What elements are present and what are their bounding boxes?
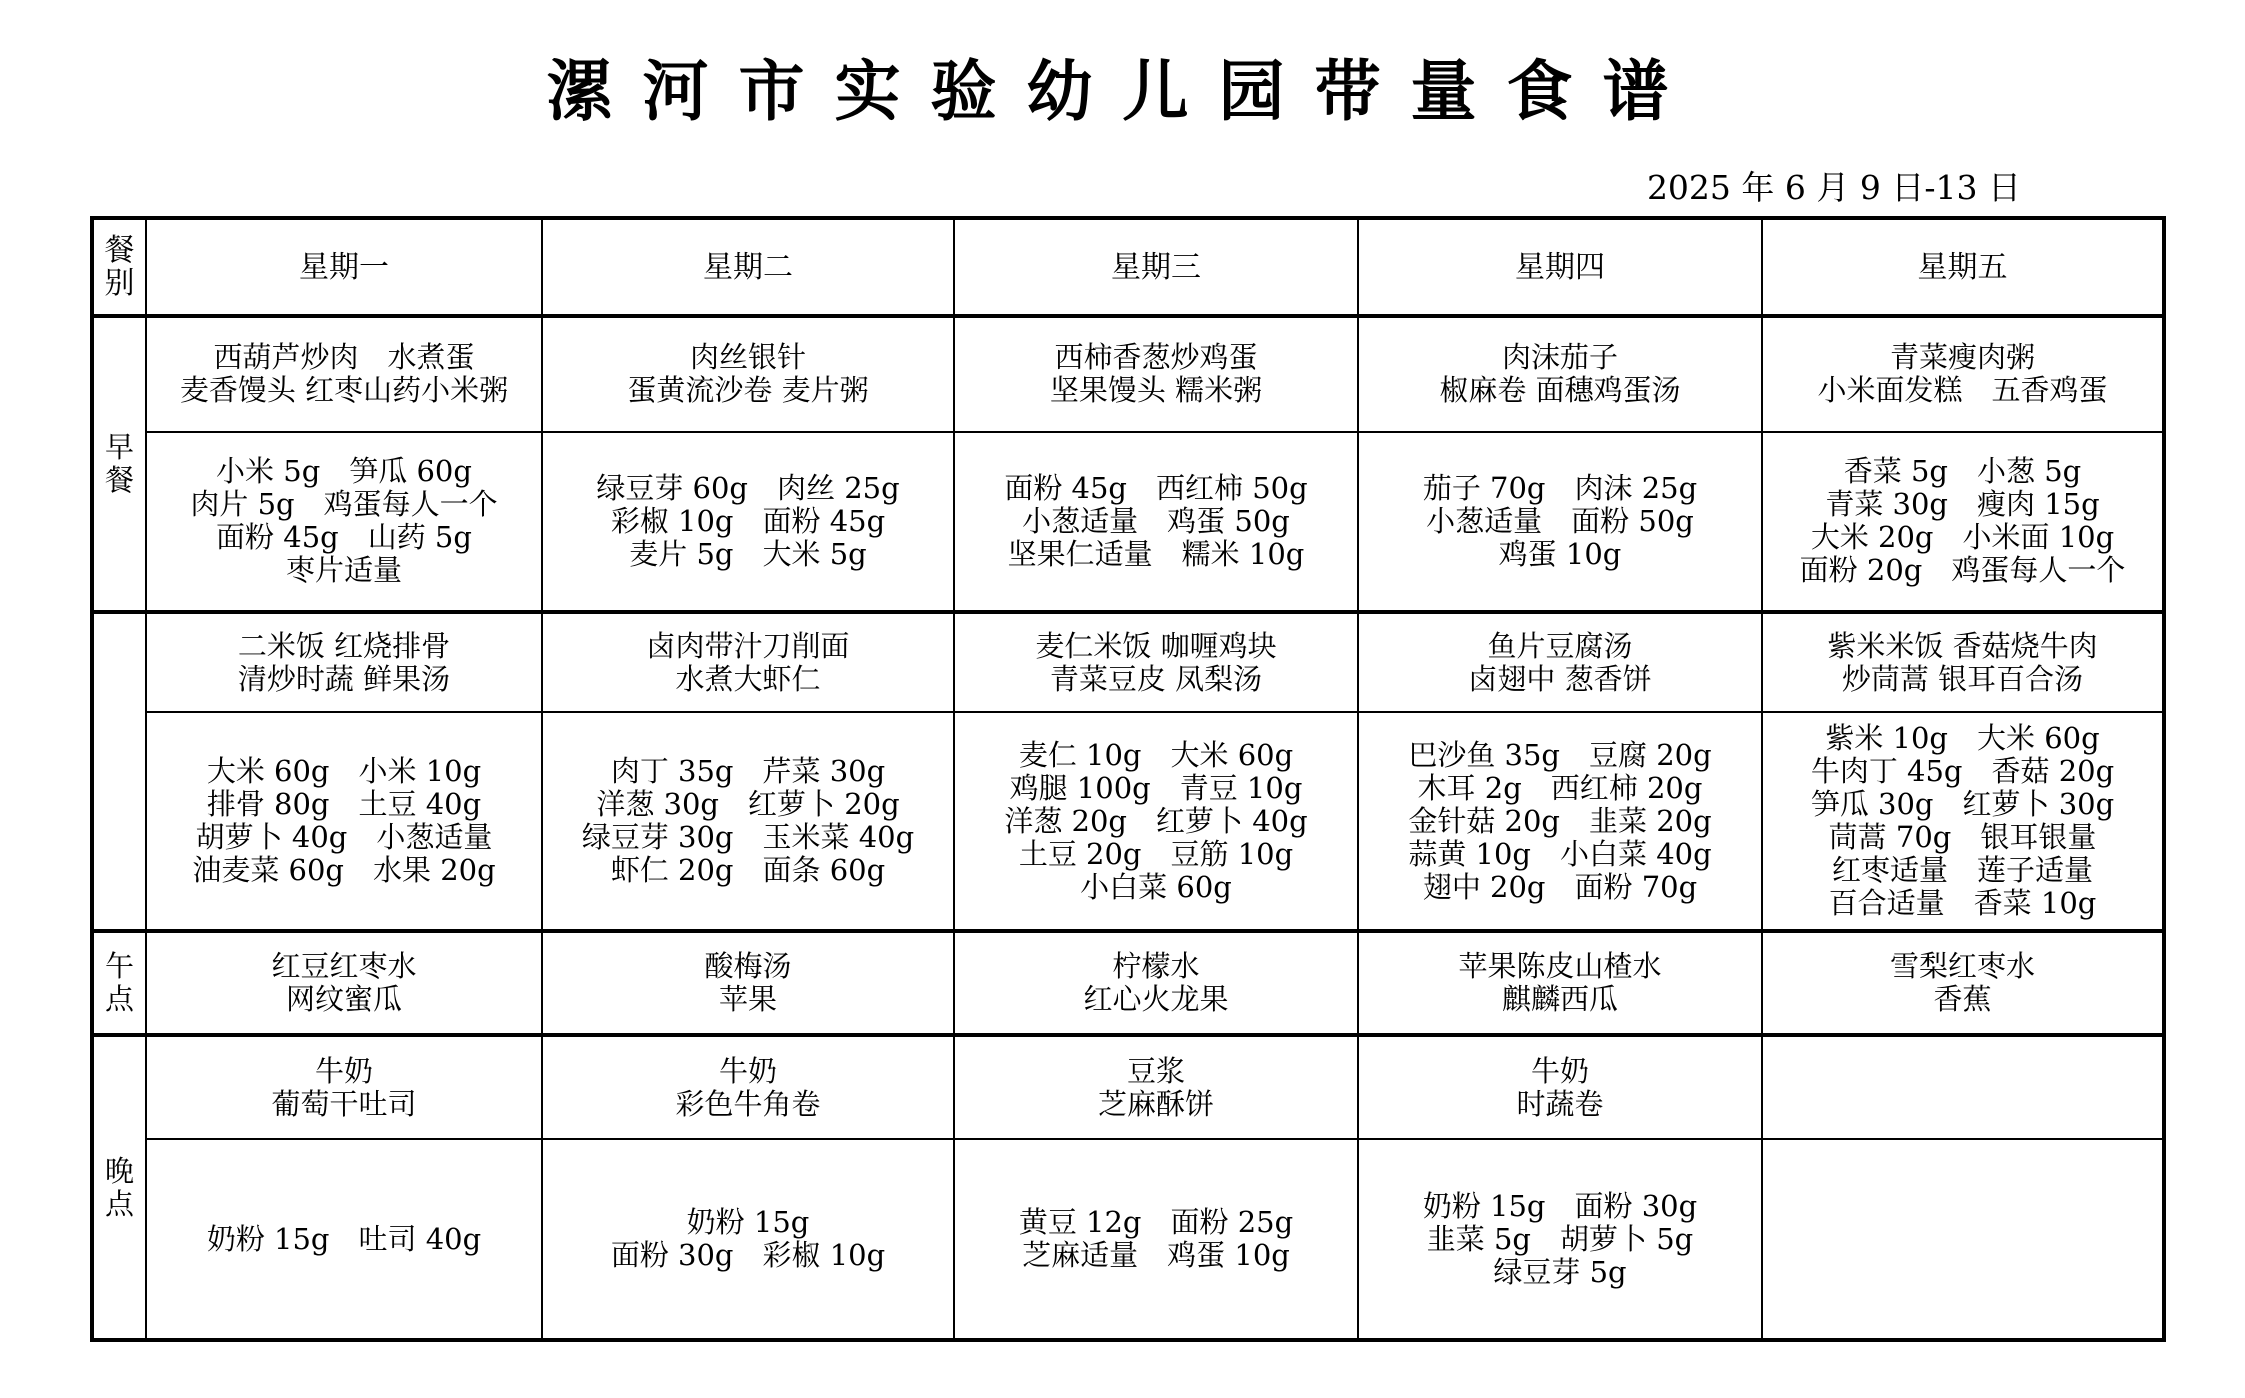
ingredient-line: 绿豆芽 30g 玉米菜 40g — [581, 820, 915, 855]
dish-line: 紫米米饭 香菇烧牛肉 — [1827, 628, 2098, 663]
ingredient-line: 排骨 80g 土豆 40g — [206, 787, 482, 822]
dish-line: 网纹蜜瓜 — [285, 981, 402, 1016]
dish-cell — [954, 931, 1358, 1035]
dish-cell — [146, 1035, 542, 1139]
lunch-row-dishes — [92, 612, 2164, 712]
dish-line: 椒麻卷 面穗鸡蛋汤 — [1439, 373, 1681, 408]
dish-line: 香蕉 — [1933, 981, 1992, 1016]
afternoon-snack-row-dishes — [92, 931, 2164, 1035]
ingredient-line: 大米 60g 小米 10g — [206, 754, 482, 789]
ingredient-line: 芝麻适量 鸡蛋 10g — [1022, 1238, 1290, 1273]
dish-cell — [542, 612, 954, 712]
dish-line: 时蔬卷 — [1516, 1086, 1604, 1121]
dish-line: 酸梅汤 — [704, 948, 792, 983]
ingredient-line: 奶粉 15g 吐司 40g — [206, 1221, 482, 1256]
dish-cell — [1358, 931, 1762, 1035]
ingredient-line: 红枣适量 莲子适量 — [1831, 853, 2093, 888]
date-range: 2025 年 6 月 9 日-13 日 — [1646, 168, 2021, 207]
ingredient-line: 肉片 5g 鸡蛋每人一个 — [190, 487, 498, 522]
ingredient-line: 面粉 20g 鸡蛋每人一个 — [1799, 553, 2126, 588]
dish-line: 青菜瘦肉粥 — [1889, 340, 2035, 375]
meal-label-char: 晚 — [104, 1153, 134, 1188]
ingredient-cell — [146, 1139, 542, 1340]
dish-cell — [1358, 316, 1762, 431]
dish-line: 红豆红枣水 — [271, 948, 417, 983]
breakfast-row-dishes — [92, 316, 2164, 431]
ingredient-line: 洋葱 30g 红萝卜 20g — [596, 787, 900, 822]
ingredient-line: 香菜 5g 小葱 5g — [1843, 454, 2082, 489]
afternoon-snack-label — [92, 931, 146, 1035]
day-header-tuesday: 星期二 — [542, 218, 954, 316]
ingredient-line: 奶粉 15g 面粉 30g — [1422, 1188, 1698, 1223]
dish-cell — [542, 931, 954, 1035]
ingredient-line: 鸡蛋 10g — [1498, 536, 1622, 571]
ingredient-line: 面粉 45g 山药 5g — [216, 520, 472, 555]
ingredient-cell — [146, 712, 542, 931]
meal-label-char: 餐 — [104, 463, 134, 498]
ingredient-line: 茼蒿 70g 银耳银量 — [1828, 820, 2097, 855]
ingredient-line: 鸡腿 100g 青豆 10g — [1009, 770, 1303, 805]
evening-snack-label — [92, 1035, 146, 1340]
ingredient-line: 胡萝卜 40g 小葱适量 — [195, 820, 493, 855]
ingredient-cell — [954, 1139, 1358, 1340]
dish-line: 麒麟西瓜 — [1501, 981, 1618, 1016]
breakfast-label — [92, 316, 146, 612]
ingredient-line: 蒜黄 10g 小白菜 40g — [1408, 836, 1712, 871]
evening-snack-row-ingredients — [92, 1139, 2164, 1340]
meal-label-char: 点 — [104, 1186, 134, 1221]
dish-cell — [954, 612, 1358, 712]
header-row — [92, 218, 2164, 316]
ingredient-line: 韭菜 5g 胡萝卜 5g — [1426, 1221, 1694, 1256]
dish-cell — [542, 1035, 954, 1139]
ingredient-line: 面粉 45g 西红柿 50g — [1004, 470, 1308, 505]
ingredient-cell — [542, 432, 954, 612]
meal-header-char: 别 — [104, 266, 135, 302]
dish-cell — [954, 1035, 1358, 1139]
ingredient-cell — [1358, 1139, 1762, 1340]
ingredient-line: 木耳 2g 西红柿 20g — [1417, 770, 1703, 805]
dish-line: 二米饭 红烧排骨 — [237, 628, 451, 663]
ingredient-cell — [954, 712, 1358, 931]
ingredient-cell — [542, 1139, 954, 1340]
dish-cell — [1762, 1035, 2164, 1139]
ingredient-line: 洋葱 20g 红萝卜 40g — [1004, 803, 1308, 838]
meal-label-char: 点 — [104, 981, 134, 1016]
dish-cell — [1762, 316, 2164, 431]
dish-line: 西葫芦炒肉 水煮蛋 — [213, 340, 475, 375]
ingredient-cell — [1762, 1139, 2164, 1340]
meal-label-char: 午 — [104, 948, 134, 983]
dish-cell — [1762, 612, 2164, 712]
ingredient-line: 小葱适量 鸡蛋 50g — [1022, 503, 1290, 538]
day-header-wednesday: 星期三 — [954, 218, 1358, 316]
ingredient-line: 小白菜 60g — [1080, 869, 1232, 904]
evening-snack-row-dishes — [92, 1035, 2164, 1139]
ingredient-cell — [146, 432, 542, 612]
lunch-label — [92, 612, 146, 931]
ingredient-line: 百合适量 香菜 10g — [1828, 886, 2097, 921]
ingredient-cell — [1358, 712, 1762, 931]
ingredient-line: 大米 20g 小米面 10g — [1810, 520, 2115, 555]
day-header-monday: 星期一 — [146, 218, 542, 316]
day-header-thursday: 星期四 — [1358, 218, 1762, 316]
ingredient-line: 枣片适量 — [285, 553, 402, 588]
ingredient-line: 青菜 30g 瘦肉 15g — [1825, 487, 2100, 522]
dish-line: 肉丝银针 — [689, 340, 806, 375]
page-title: 漯河市实验幼儿园带量食谱 — [546, 52, 1699, 130]
dish-line: 蛋黄流沙卷 麦片粥 — [627, 373, 869, 408]
meal-column-header — [92, 218, 146, 316]
meal-label-char: 早 — [104, 430, 134, 465]
ingredient-line: 肉丁 35g 芹菜 30g — [610, 754, 886, 789]
dish-cell — [146, 612, 542, 712]
dish-line: 柠檬水 — [1112, 948, 1200, 983]
dish-line: 彩色牛角卷 — [675, 1086, 821, 1121]
ingredient-line: 茄子 70g 肉沫 25g — [1422, 470, 1698, 505]
ingredient-line: 奶粉 15g — [686, 1205, 810, 1240]
dish-cell — [1358, 612, 1762, 712]
ingredient-line: 紫米 10g 大米 60g — [1825, 721, 2100, 756]
dish-line: 葡萄干吐司 — [271, 1086, 417, 1121]
dish-line: 麦香馒头 红枣山药小米粥 — [179, 373, 509, 408]
dish-cell — [146, 316, 542, 431]
dish-line: 小米面发糕 五香鸡蛋 — [1817, 373, 2108, 408]
dish-line: 芝麻酥饼 — [1097, 1086, 1214, 1121]
dish-line: 炒茼蒿 银耳百合汤 — [1841, 661, 2084, 696]
dish-line: 清炒时蔬 鲜果汤 — [237, 661, 451, 696]
lunch-row-ingredients — [92, 712, 2164, 931]
ingredient-line: 翅中 20g 面粉 70g — [1422, 869, 1698, 904]
dish-line: 红心火龙果 — [1083, 981, 1229, 1016]
meal-header-char: 餐 — [104, 233, 135, 269]
ingredient-cell — [1762, 432, 2164, 612]
ingredient-line: 绿豆芽 5g — [1493, 1254, 1627, 1289]
ingredient-line: 黄豆 12g 面粉 25g — [1018, 1205, 1294, 1240]
dish-line: 卤肉带汁刀削面 — [646, 628, 850, 663]
ingredient-line: 油麦菜 60g 水果 20g — [192, 853, 496, 888]
dish-line: 麦仁米饭 咖喱鸡块 — [1035, 628, 1277, 663]
dish-line: 坚果馒头 糯米粥 — [1049, 373, 1263, 408]
ingredient-line: 绿豆芽 60g 肉丝 25g — [596, 470, 900, 505]
menu-table — [90, 216, 2166, 1342]
dish-line: 水煮大虾仁 — [675, 661, 821, 696]
dish-line: 苹果陈皮山楂水 — [1458, 948, 1662, 983]
ingredient-line: 麦片 5g 大米 5g — [629, 536, 867, 571]
ingredient-line: 面粉 30g 彩椒 10g — [610, 1238, 886, 1273]
ingredient-line: 麦仁 10g 大米 60g — [1018, 737, 1294, 772]
dish-line: 卤翅中 葱香饼 — [1468, 661, 1652, 696]
dish-line: 苹果 — [718, 981, 777, 1016]
ingredient-line: 坚果仁适量 糯米 10g — [1007, 536, 1305, 571]
dish-line: 肉沫茄子 — [1501, 340, 1618, 375]
ingredient-line: 巴沙鱼 35g 豆腐 20g — [1408, 737, 1712, 772]
ingredient-cell — [1358, 432, 1762, 612]
ingredient-line: 牛肉丁 45g 香菇 20g — [1810, 754, 2115, 789]
ingredient-cell — [1762, 712, 2164, 931]
ingredient-line: 土豆 20g 豆筋 10g — [1018, 836, 1294, 871]
ingredient-line: 虾仁 20g 面条 60g — [610, 853, 886, 888]
dish-cell — [542, 316, 954, 431]
dish-cell — [1358, 1035, 1762, 1139]
ingredient-line: 彩椒 10g 面粉 45g — [610, 503, 886, 538]
ingredient-line: 笋瓜 30g 红萝卜 30g — [1810, 787, 2115, 822]
dish-cell — [954, 316, 1358, 431]
breakfast-row-ingredients — [92, 432, 2164, 612]
dish-cell — [146, 931, 542, 1035]
dish-line: 牛奶 — [718, 1053, 777, 1088]
dish-cell — [1762, 931, 2164, 1035]
dish-line: 豆浆 — [1126, 1053, 1185, 1088]
ingredient-line: 小米 5g 笋瓜 60g — [216, 454, 472, 489]
dish-line: 鱼片豆腐汤 — [1487, 628, 1633, 663]
ingredient-cell — [542, 712, 954, 931]
dish-line: 牛奶 — [1530, 1053, 1589, 1088]
day-header-friday: 星期五 — [1762, 218, 2164, 316]
dish-line: 西柿香葱炒鸡蛋 — [1054, 340, 1258, 375]
ingredient-cell — [954, 432, 1358, 612]
dish-line: 牛奶 — [314, 1053, 373, 1088]
ingredient-line: 金针菇 20g 韭菜 20g — [1408, 803, 1712, 838]
dish-line: 雪梨红枣水 — [1889, 948, 2035, 983]
dish-line: 青菜豆皮 凤梨汤 — [1049, 661, 1263, 696]
ingredient-line: 小葱适量 面粉 50g — [1426, 503, 1694, 538]
